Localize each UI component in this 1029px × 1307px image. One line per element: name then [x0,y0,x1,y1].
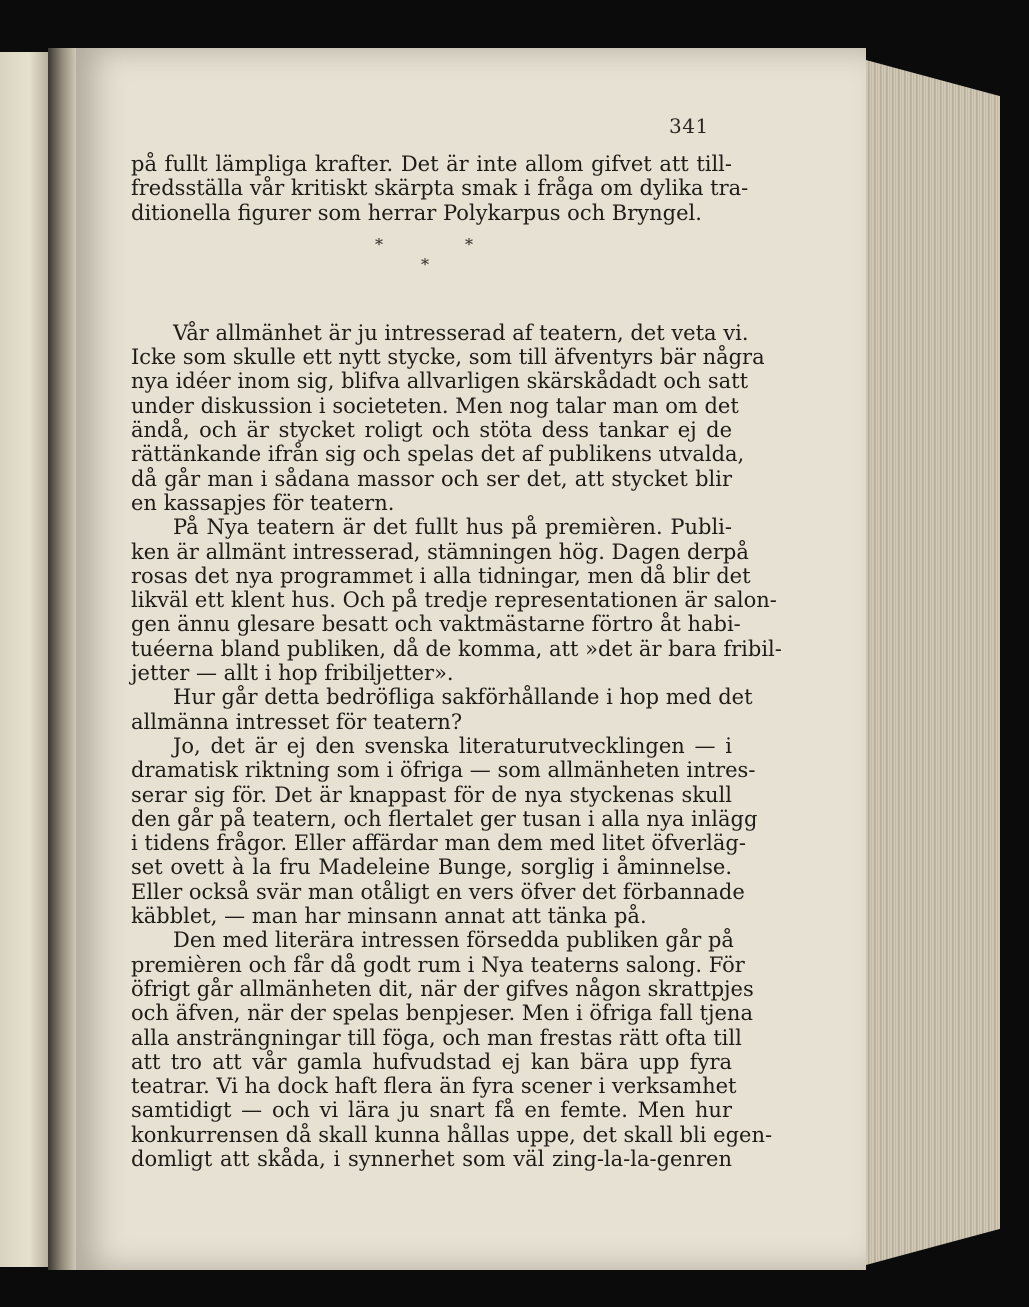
asterism-star: * [375,234,383,254]
text-line: likväl ett klent hus. Och på tredje representationen är salon- [131,588,777,613]
text-line: den går på teatern, och flertalet ger tusan i alla nya inlägg [131,806,758,831]
text-line: Jo, det är ej den svenska literaturutvecklingen — i [173,733,732,758]
paragraph-6 [131,928,773,1171]
text-line: serar sig för. Det är knappast för de nya styckenas skull [131,782,732,807]
page-block-edges [866,60,1000,1265]
paragraph-5 [131,733,758,929]
text-line: på fullt lämpliga krafter. Det är inte allom gifvet att till- [131,152,732,176]
text-line: alla ansträngningar till föga, och man frestas rätt ofta till [131,1025,742,1050]
text-line: domligt att skåda, i synnerhet som väl zing-la-la-genren [131,1146,732,1171]
text-line: Den med literära intressen försedda publiken går på [173,928,734,953]
text-line: ändå, och är stycket roligt och stöta dess tankar ej de [131,418,732,443]
text-line: På Nya teatern är det fullt hus på premièren. Publi- [173,515,732,540]
section-break [131,225,732,321]
text-line: premièren och får då godt rum i Nya teaterns salong. För [131,952,745,977]
text-line: gen ännu glesare besatt och vaktmästarne förtro åt habi- [131,612,741,637]
text-line: Icke som skulle ett nytt stycke, som till äfventyrs bär några [131,345,765,370]
text-line: nya idéer inom sig, blifva allvarligen skärskådadt och satt [131,369,749,394]
text-line: att tro att vår gamla hufvudstad ej kan bära upp fyra [131,1049,732,1074]
text-line: fredsställa vår kritiskt skärpta smak i fråga om dylika tra- [131,176,749,201]
text-line: rättänkande ifrån sig och spelas det af publikens utvalda, [131,442,745,467]
text-line: tuéerna bland publiken, då de komma, att »det är bara fribil- [131,636,782,661]
text-line: set ovett à la fru Madeleine Bunge, sorglig i åminnelse. [131,855,732,880]
facing-page-edge [0,52,48,1267]
text-line: då går man i sådana massor och ser det, att stycket blir [131,466,732,491]
text-line: Hur går detta bedröfliga sakförhållande i hop med det [173,685,753,710]
text-line: konkurrensen då skall kunna hållas uppe, det skall bli egen- [131,1122,773,1147]
text-line: under diskussion i societeten. Men nog talar man om det [131,393,739,418]
paragraph-3 [131,515,782,686]
text-line: öfrigt går allmänheten dit, när der gifves någon skrattpjes [131,976,754,1001]
paragraph-1 [131,152,749,225]
text-line: jetter — allt i hop fribiljetter». [131,661,454,686]
text-line: Vår allmänhet är ju intresserad af teatern, det veta vi. [173,320,749,345]
text-line: och äfven, när der spelas benpjeser. Men i öfriga fall tjena [131,1001,753,1026]
text-line: Eller också svär man otåligt en vers öfver det förbannade [131,879,745,904]
page-body [131,152,782,1171]
paragraph-4 [131,685,753,734]
text-line: ditionella figurer som herrar Polykarpus och Bryngel. [131,200,702,225]
text-line: allmänna intresset för teatern? [131,709,463,734]
page-number: 341 [669,114,709,138]
text-line: teatrar. Vi ha dock haft flera än fyra scener i verksamhet [131,1074,737,1099]
text-line: samtidigt — och vi lära ju snart få en femte. Men hur [131,1098,732,1123]
text-line: rosas det nya programmet i alla tidningar, men då blir det [131,563,751,588]
text-line: käbblet, — man har minsann annat att tänka på. [131,904,647,929]
paragraph-2 [131,320,765,515]
text-line: i tidens frågor. Eller affärdar man dem med litet öfverläg- [131,831,746,856]
text-line: ken är allmänt intresserad, stämningen hög. Dagen derpå [131,539,749,564]
asterism-star: * [421,254,429,274]
book-gutter [48,48,78,1270]
text-line: dramatisk riktning som i öfriga — som allmänheten intres- [131,758,756,783]
text-line: en kassapjes för teatern. [131,490,395,515]
asterism-star: * [465,234,473,254]
